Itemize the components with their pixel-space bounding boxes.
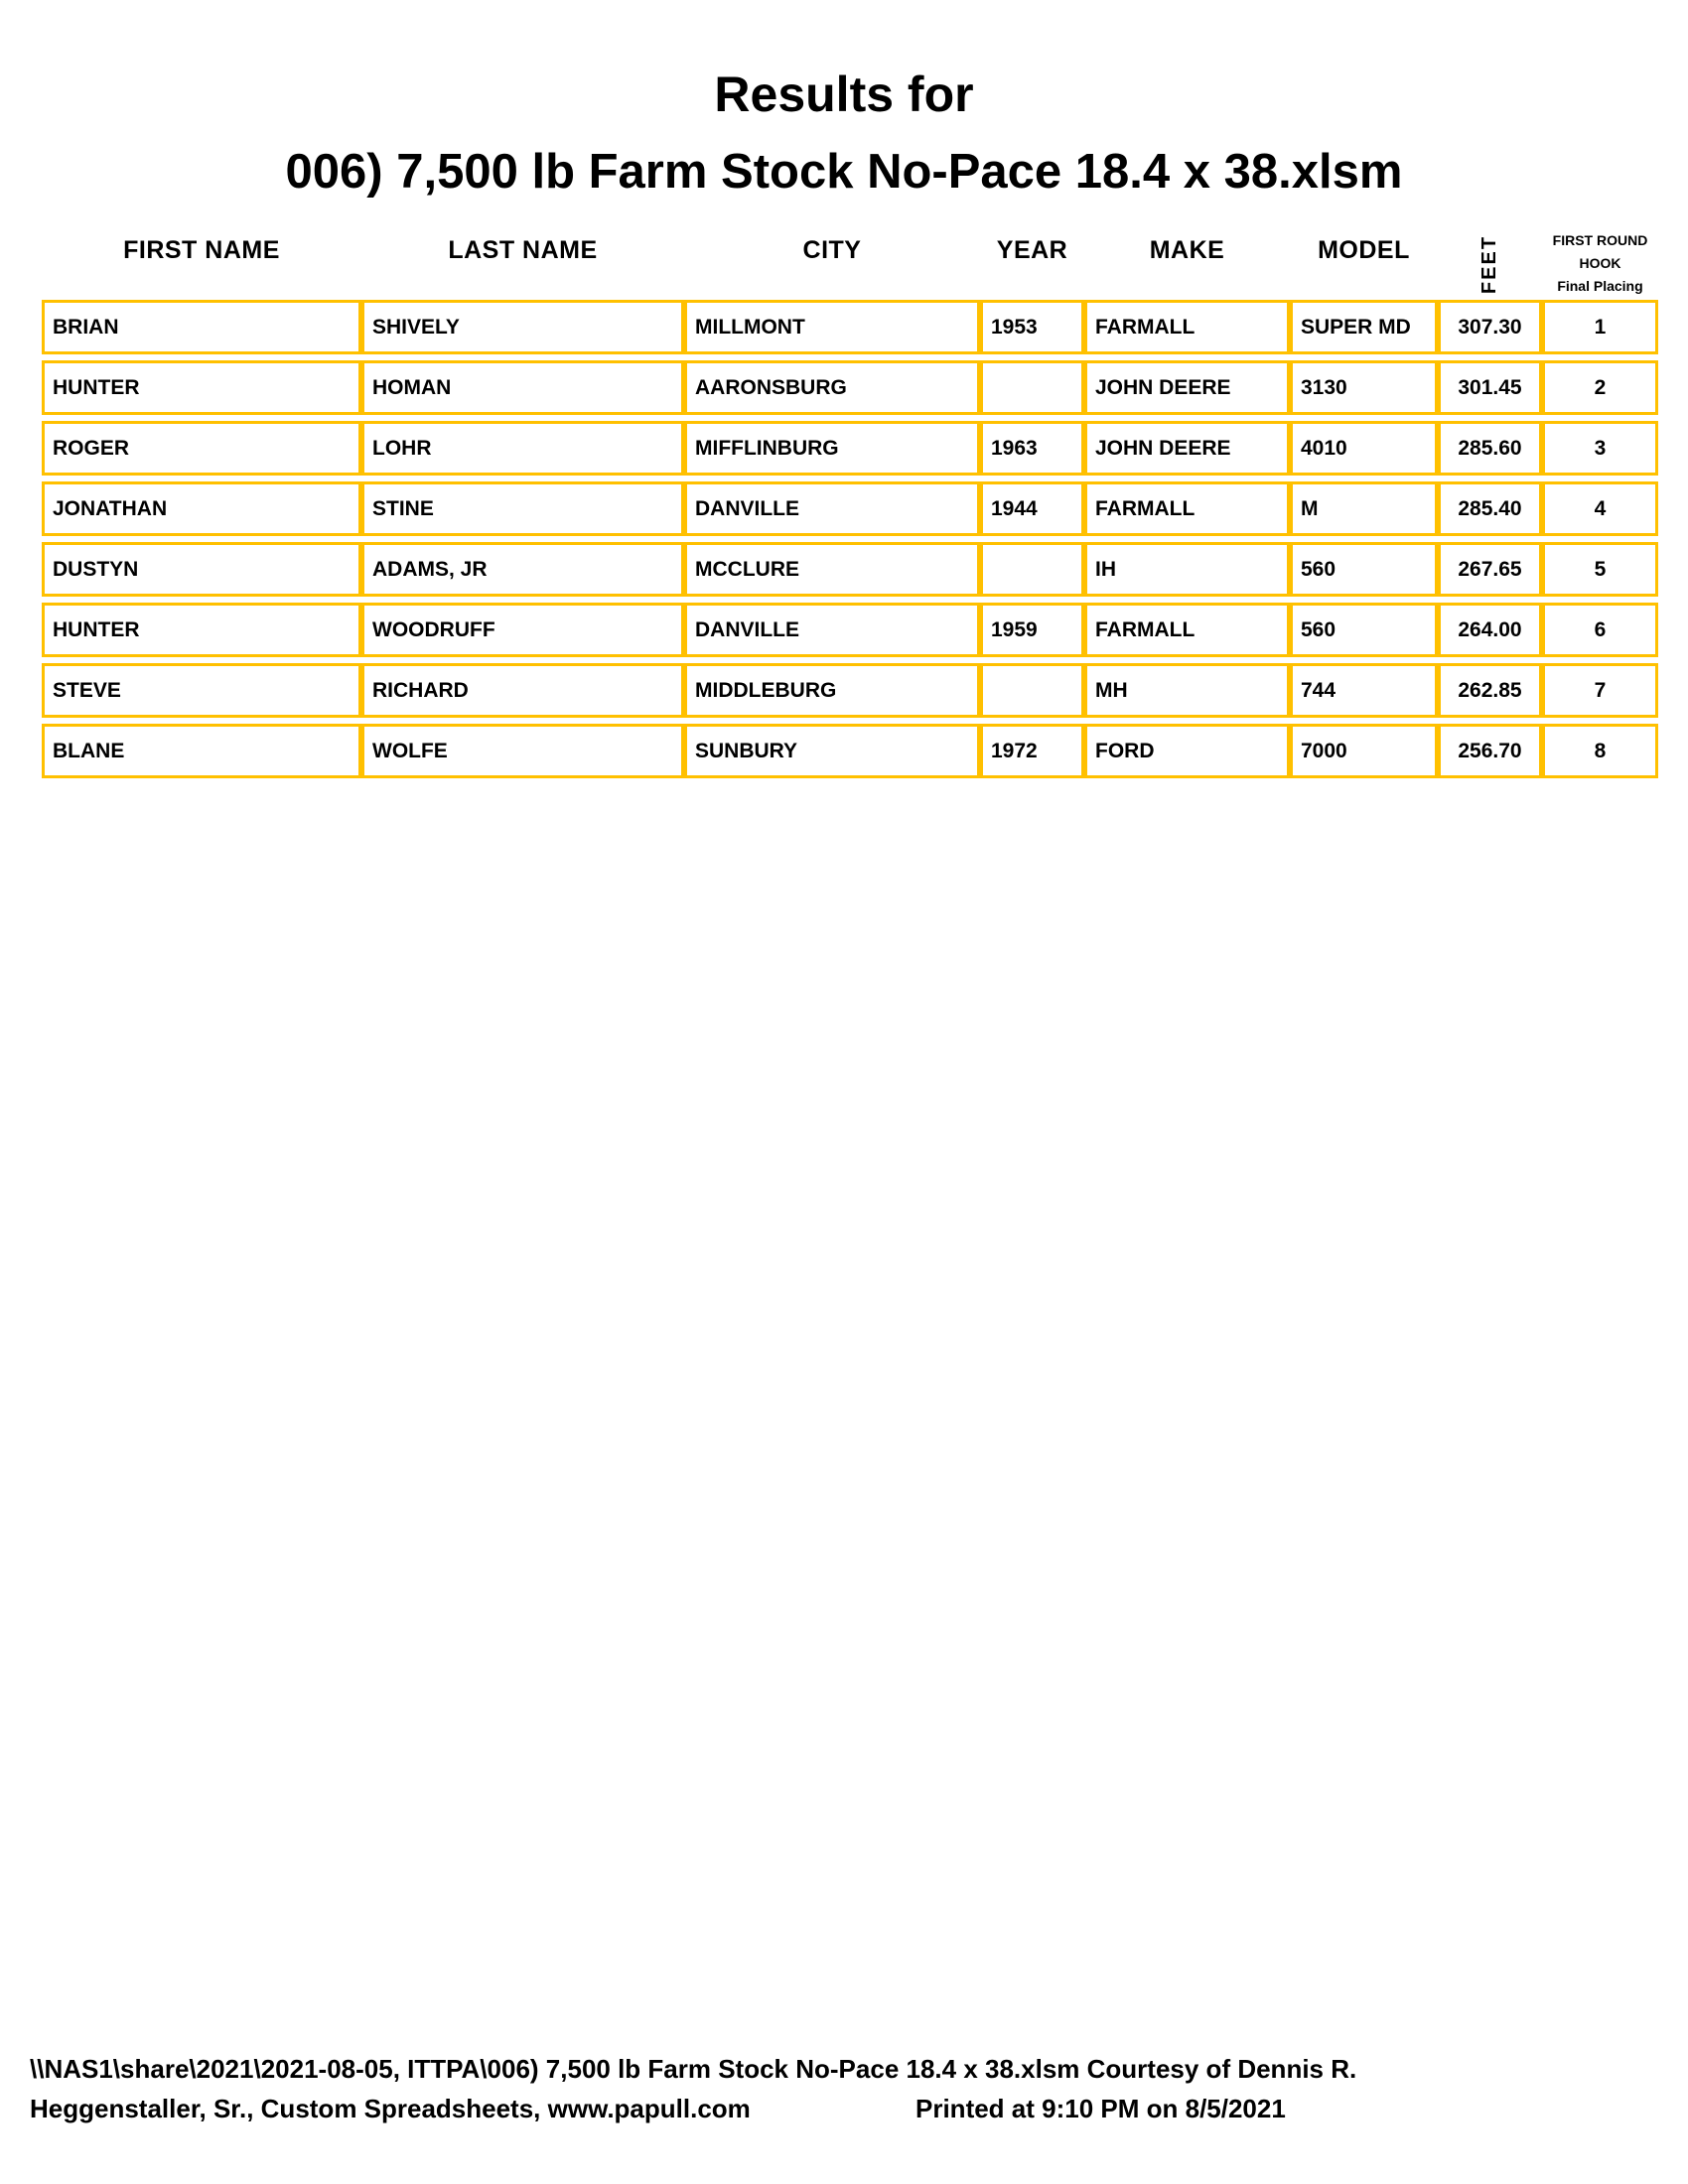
table-row	[42, 481, 1658, 536]
table-cell-first-name: HUNTER	[42, 603, 361, 657]
table-cell-placing: 3	[1542, 421, 1658, 476]
table-cell-placing: 6	[1542, 603, 1658, 657]
table-cell-placing: 7	[1542, 663, 1658, 718]
page-subtitle-filename: 006) 7,500 lb Farm Stock No-Pace 18.4 x 38.xlsm	[285, 145, 1403, 199]
table-cell-make: IH	[1084, 542, 1290, 597]
table-cell-feet: 285.60	[1438, 421, 1542, 476]
table-cell-make: FORD	[1084, 724, 1290, 778]
table-cell-city: DANVILLE	[684, 481, 980, 536]
table-cell-last-name: WOODRUFF	[361, 603, 684, 657]
table-cell-last-name: ADAMS, JR	[361, 542, 684, 597]
table-cell-make: FARMALL	[1084, 481, 1290, 536]
table-row	[42, 724, 1658, 778]
page-footer	[30, 2049, 1658, 2128]
column-header-feet	[1438, 204, 1542, 298]
page-title: Results for	[714, 67, 974, 122]
table-cell-year	[980, 663, 1084, 718]
results-table	[42, 294, 1658, 784]
table-cell-first-name: HUNTER	[42, 360, 361, 415]
column-header-hook-line-2: HOOK	[1579, 255, 1621, 271]
column-header-year: YEAR	[996, 236, 1068, 264]
table-cell-placing: 4	[1542, 481, 1658, 536]
table-cell-model: 7000	[1290, 724, 1438, 778]
table-cell-city: MIDDLEBURG	[684, 663, 980, 718]
table-cell-last-name: SHIVELY	[361, 300, 684, 354]
table-cell-first-name: BLANE	[42, 724, 361, 778]
table-cell-first-name: DUSTYN	[42, 542, 361, 597]
table-cell-make: FARMALL	[1084, 300, 1290, 354]
table-cell-first-name: JONATHAN	[42, 481, 361, 536]
table-cell-city: MIFFLINBURG	[684, 421, 980, 476]
table-cell-city: SUNBURY	[684, 724, 980, 778]
table-cell-model: M	[1290, 481, 1438, 536]
table-cell-model: 744	[1290, 663, 1438, 718]
column-header-hook-line-1: FIRST ROUND	[1552, 232, 1648, 248]
table-cell-feet: 262.85	[1438, 663, 1542, 718]
table-cell-model: 560	[1290, 542, 1438, 597]
table-cell-city: MCCLURE	[684, 542, 980, 597]
table-cell-placing: 5	[1542, 542, 1658, 597]
table-cell-model: SUPER MD	[1290, 300, 1438, 354]
table-row	[42, 603, 1658, 657]
table-cell-year	[980, 360, 1084, 415]
table-cell-city: AARONSBURG	[684, 360, 980, 415]
table-cell-last-name: HOMAN	[361, 360, 684, 415]
column-header-last-name: LAST NAME	[448, 236, 598, 264]
table-cell-make: FARMALL	[1084, 603, 1290, 657]
table-row	[42, 663, 1658, 718]
table-cell-feet: 301.45	[1438, 360, 1542, 415]
table-cell-first-name: STEVE	[42, 663, 361, 718]
table-row	[42, 421, 1658, 476]
table-cell-make: JOHN DEERE	[1084, 360, 1290, 415]
table-cell-feet: 264.00	[1438, 603, 1542, 657]
table-cell-year: 1959	[980, 603, 1084, 657]
table-row	[42, 360, 1658, 415]
column-header-hook-line-3: Final Placing	[1557, 278, 1643, 294]
results-table-body	[42, 300, 1658, 778]
column-header-city: CITY	[802, 236, 862, 264]
table-cell-placing: 1	[1542, 300, 1658, 354]
table-cell-model: 4010	[1290, 421, 1438, 476]
table-cell-feet: 285.40	[1438, 481, 1542, 536]
table-cell-feet: 267.65	[1438, 542, 1542, 597]
column-header-model: MODEL	[1318, 236, 1410, 264]
column-header-feet-rotated-label: FEET	[1478, 234, 1500, 295]
column-header-make: MAKE	[1149, 236, 1225, 264]
table-row	[42, 300, 1658, 354]
table-cell-city: DANVILLE	[684, 603, 980, 657]
table-cell-city: MILLMONT	[684, 300, 980, 354]
footer-second-line	[30, 2089, 1658, 2128]
table-cell-last-name: STINE	[361, 481, 684, 536]
table-cell-first-name: ROGER	[42, 421, 361, 476]
table-cell-feet: 256.70	[1438, 724, 1542, 778]
table-cell-year	[980, 542, 1084, 597]
table-cell-placing: 2	[1542, 360, 1658, 415]
table-cell-last-name: WOLFE	[361, 724, 684, 778]
footer-file-path: \\NAS1\share\2021\2021-08-05, ITTPA\006) 7,500 lb Farm Stock No-Pace 18.4 x 38.xlsm Courtesy of Dennis R.	[30, 2054, 1357, 2084]
table-cell-year: 1963	[980, 421, 1084, 476]
footer-printed-timestamp: Printed at 9:10 PM on 8/5/2021	[915, 2094, 1286, 2123]
table-row	[42, 542, 1658, 597]
table-cell-make: JOHN DEERE	[1084, 421, 1290, 476]
table-cell-model: 560	[1290, 603, 1438, 657]
column-header-first-name: FIRST NAME	[123, 236, 280, 264]
table-cell-year: 1972	[980, 724, 1084, 778]
table-cell-first-name: BRIAN	[42, 300, 361, 354]
table-cell-placing: 8	[1542, 724, 1658, 778]
table-cell-year: 1944	[980, 481, 1084, 536]
table-header-row	[42, 204, 1658, 298]
table-cell-last-name: RICHARD	[361, 663, 684, 718]
table-cell-make: MH	[1084, 663, 1290, 718]
table-cell-model: 3130	[1290, 360, 1438, 415]
table-cell-last-name: LOHR	[361, 421, 684, 476]
table-cell-year: 1953	[980, 300, 1084, 354]
footer-credit-text: Heggenstaller, Sr., Custom Spreadsheets, www.papull.com	[30, 2094, 751, 2123]
table-cell-feet: 307.30	[1438, 300, 1542, 354]
